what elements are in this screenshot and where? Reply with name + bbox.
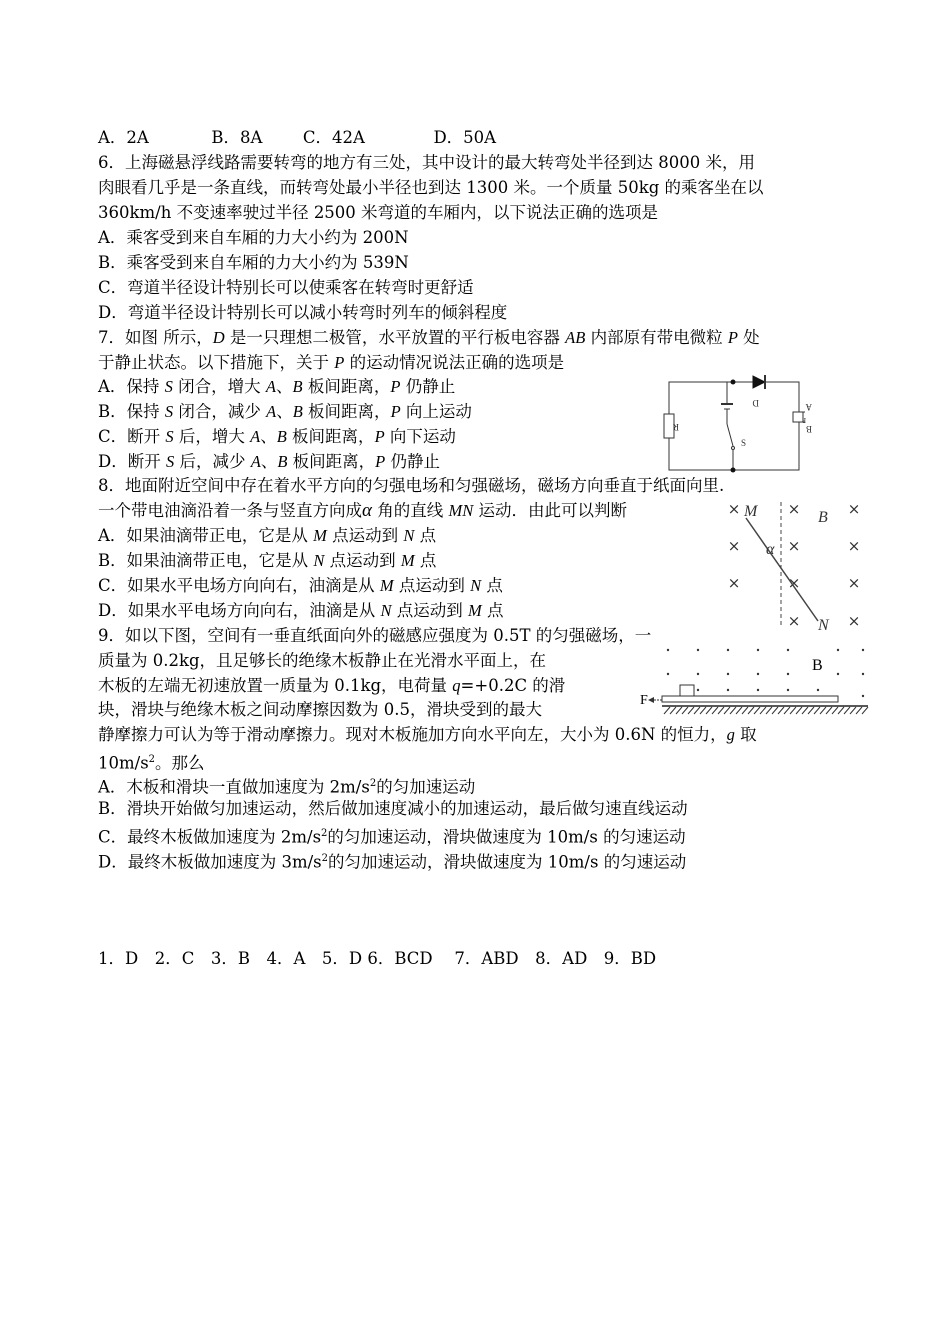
label-B: B [818,509,828,526]
cross-mark: × [787,574,801,592]
label-B: B [805,424,812,434]
insulating-board [662,696,838,702]
battery-icon [721,382,733,424]
q8-stem-line2: 一个带电油滴沿着一条与竖直方向成α 角的直线 MN 运动．由此可以判断 [98,500,627,521]
cross-mark: × [847,612,861,630]
label-M: M [744,503,758,520]
label-D: D [752,398,759,408]
q7-circuit-figure [655,372,815,477]
q5-option-b: B．8A [211,128,263,147]
q7-option-a: A．保持 S 闭合，增大 A、B 板间距离，P 仍静止 [98,377,456,396]
cross-mark: × [847,574,861,592]
cross-mark: × [727,537,741,555]
q9-option-d: D．最终木板做加速度为 $3m/s^2$的匀加速运动，滑块做速度为 10m/s 的匀速运动 [98,852,687,872]
resistor-icon [664,414,674,438]
magnetic-field-dots [667,649,864,697]
label-S: S [741,438,747,448]
cross-mark: × [847,537,861,555]
q6-stem-line3: 360km/h 不变速率驶过半径 2500 米弯道的车厢内，以下说法正确的选项是 [98,203,659,222]
cross-mark: × [787,612,801,630]
q5-option-a: A．2A [98,128,149,147]
q9-stem-line1: 9．如以下图，空间有一垂直纸面向外的磁感应强度为 0.5T 的匀强磁场，一 [98,626,652,645]
diode-icon [753,375,765,389]
cross-mark: × [787,500,801,518]
q9-option-b: B．滑块开始做匀加速运动，然后做加速度减小的加速运动，最后做匀速直线运动 [98,799,688,818]
q9-option-a: A．木板和滑块一直做加速度为 $2m/s^2$的匀加速运动 [98,777,476,797]
q5-option-c: C．42A [302,128,365,147]
line-MN [746,518,818,621]
q5-option-d: D．50A [433,128,497,147]
q8-stem-line1: 8．地面附近空间中存在着水平方向的匀强电场和匀强磁场，磁场方向垂直于纸面向里. [98,476,725,495]
q9-stem-line3: 木板的左端无初速放置一质量为 0.1kg，电荷量 q=+0.2C 的滑 [98,676,566,695]
q7-stem-line2: 于静止状态。以下措施下，关于 P 的运动情况说法正确的选项是 [98,353,565,372]
ground-hatching [664,707,868,714]
label-P: P [802,416,806,424]
q6-stem-line1: 6．上海磁悬浮线路需要转弯的地方有三处，其中设计的最大转弯处半径到达 8000 米，用 [98,153,755,172]
cross-mark: × [727,500,741,518]
q6-option-d: D．弯道半径设计特别长可以减小转弯时列车的倾斜程度 [98,303,508,322]
switch-icon [727,424,735,470]
q8-field-figure [722,496,872,636]
q9-stem-line6: $10m/s^2$。那么 [98,753,205,773]
cross-mark: × [787,537,801,555]
q9-stem-line4: 块，滑块与绝缘木板之间动摩擦因数为 0.5，滑块受到的最大 [98,700,542,719]
q5-options [98,126,496,150]
q8-option-a: A．如果油滴带正电，它是从 M 点运动到 N 点 [98,526,437,545]
q6-option-a: A．乘客受到来自车厢的力大小约为 200N [98,228,409,247]
q7-option-c: C．断开 S 后，增大 A、B 板间距离，P 向下运动 [98,427,456,446]
q7-stem-line1: 7．如图 所示，D 是一只理想二极管，水平放置的平行板电容器 AB 内部原有带电微粒 P 处 [98,328,760,347]
q6-stem-line2: 肉眼看几乎是一条直线，而转弯处最小半径也到达 1300 米。一个质量 50kg 的乘客坐在以 [98,178,764,197]
q8-option-b: B．如果油滴带正电，它是从 N 点运动到 M 点 [98,551,437,570]
label-N: N [818,617,829,634]
q9-stem-line2: 质量为 0.2kg，且足够长的绝缘木板静止在光滑水平面上，在 [98,651,547,670]
cross-mark: × [847,500,861,518]
answer-key: 1．D 2．C 3．B 4．A 5．D 6．BCD 7．ABD 8．AD 9．BD [98,949,657,968]
q6-option-b: B．乘客受到来自车厢的力大小约为 539N [98,253,409,272]
q7-option-d: D．断开 S 后，减少 A、B 板间距离，P 仍静止 [98,452,441,471]
label-B: B [812,657,823,674]
q9-option-c: C．最终木板做加速度为 $2m/s^2$的匀加速运动，滑块做速度为 10m/s 的匀速运动 [98,827,686,847]
q8-option-d: D．如果水平电场方向向右，油滴是从 N 点运动到 M 点 [98,601,504,620]
circuit-wire-frame [669,382,799,470]
q8-option-c: C．如果水平电场方向向右，油滴是从 M 点运动到 N 点 [98,576,503,595]
q7-option-b: B．保持 S 闭合，减少 A、B 板间距离，P 向上运动 [98,402,472,421]
force-arrow [648,697,662,703]
q6-option-c: C．弯道半径设计特别长可以使乘客在转弯时更舒适 [98,278,474,297]
label-F: F [640,693,648,708]
q9-stem-line5: 静摩擦力可认为等于滑动摩擦力。现对木板施加方向水平向左，大小为 0.6N 的恒力，g 取 [98,725,757,744]
label-A: A [805,402,812,412]
q9-board-figure [638,640,870,722]
label-alpha: α [766,541,775,558]
slider-block [680,685,694,696]
cross-mark: × [727,574,741,592]
label-R: R [672,422,679,432]
